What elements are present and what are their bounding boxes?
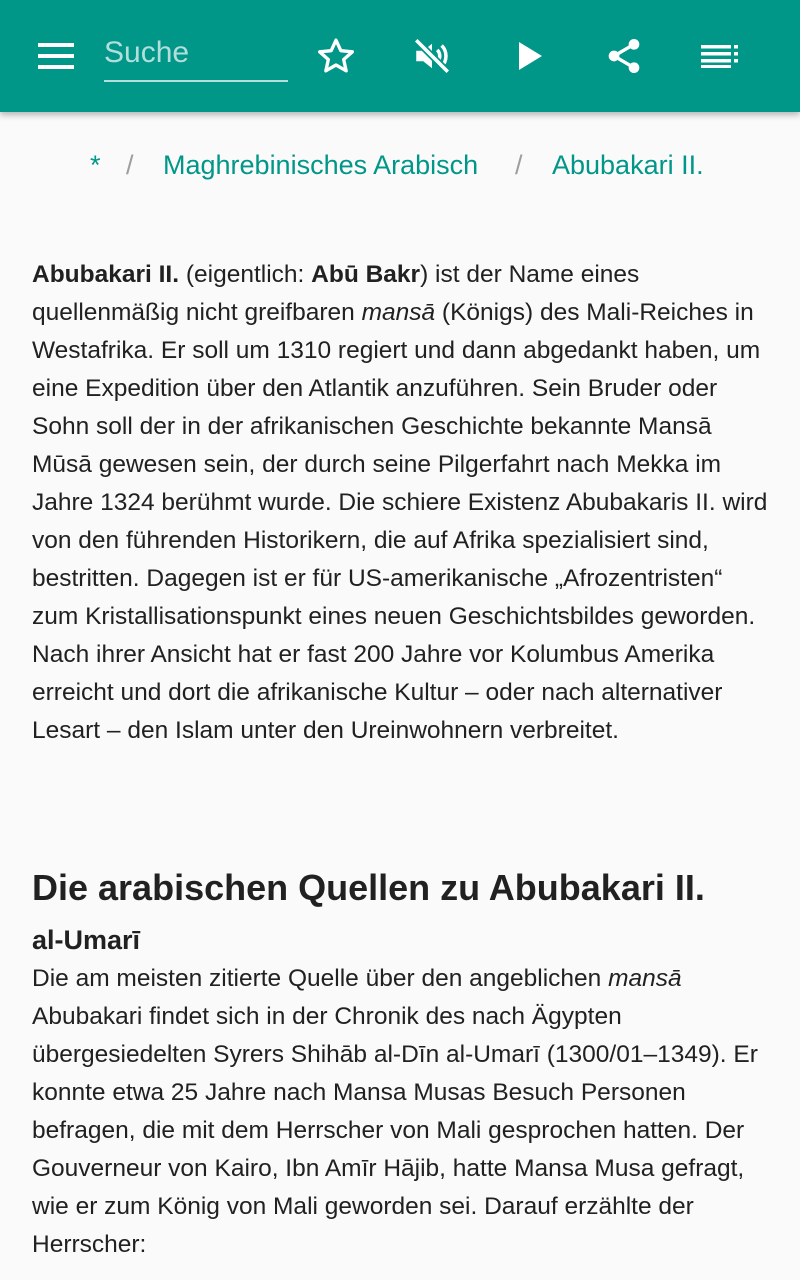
section-paragraph — [32, 960, 772, 1264]
app-toolbar — [0, 0, 800, 112]
intro-text-3: (Königs) des Mali-Reiches in Westafrika. Er soll um 1310 regiert und dann abgedankt haben, um eine Expedition über den Atlantik anzuführen. Sein Bruder oder Sohn soll der in der afrikanischen Geschichte bekannte Mansā Mūsā gewesen sein, der durch seine Pilgerfahrt nach Mekka im Jahre 1324 berühmt wurde. Die schiere Existenz Abubakaris II. wird von den führenden Historikern, die auf Afrika spezialisiert sind, bestritten. Dagegen ist er für US-amerikanische „Afrozentristen“ zum Kristallisationspunkt eines neuen Geschichtsbildes geworden. Nach ihrer Ansicht hat er fast 200 Jahre vor Kolumbus Amerika erreicht und dort die afrikanische Kultur – oder nach alternativer Lesart – den Islam unter den Ureinwohnern verbreitet. — [32, 299, 768, 744]
intro-text-2: ) ist der Name eines quellenmäßig nicht greifbaren — [32, 261, 640, 326]
article-intro — [32, 256, 772, 750]
section-text-1: Die am meisten zitierte Quelle über den angeblichen — [32, 965, 609, 992]
section-text-2: Abubakari findet sich in der Chronik des nach Ägypten übergesiedelten Syrers Shihāb al-Dīn al-Umarī (1300/01–1349). Er konnte etwa 25 Jahre nach Mansa Musas Besuch Personen befragen, die mit dem Herrscher von Mali gesprochen hatten. Der Gouverneur von Kairo, Ibn Amīr Hājib, hatte Mansa Musa gefragt, wie er zum König von Mali geworden sei. Darauf erzählte der Herrscher: — [32, 1003, 758, 1258]
breadcrumb-item-category[interactable]: Maghrebinisches Arabisch — [163, 150, 479, 180]
section-body — [32, 960, 772, 1264]
subsection-heading: al-Umarī — [32, 925, 141, 955]
mansa-italic: mansā — [361, 299, 436, 326]
play-icon[interactable] — [502, 28, 558, 84]
article-title-bold: Abubakari II. — [32, 261, 180, 288]
intro-text-1: (eigentlich: — [179, 261, 312, 288]
toc-list-icon[interactable] — [692, 28, 748, 84]
volume-off-icon[interactable] — [404, 28, 460, 84]
share-icon[interactable] — [596, 28, 652, 84]
name-bold: Abū Bakr — [311, 261, 421, 288]
breadcrumb — [0, 140, 800, 192]
breadcrumb-item-current[interactable]: Abubakari II. — [552, 150, 704, 180]
intro-paragraph — [32, 256, 772, 750]
mansa-italic: mansā — [608, 965, 682, 992]
search-input[interactable] — [104, 26, 288, 82]
section-heading: Die arabischen Quellen zu Abubakari II. — [32, 867, 705, 908]
breadcrumb-separator: / — [126, 150, 134, 180]
star-outline-icon[interactable] — [308, 28, 364, 84]
breadcrumb-separator: / — [515, 150, 523, 180]
menu-icon[interactable] — [28, 28, 84, 84]
breadcrumb-item-root[interactable]: * — [90, 150, 101, 180]
